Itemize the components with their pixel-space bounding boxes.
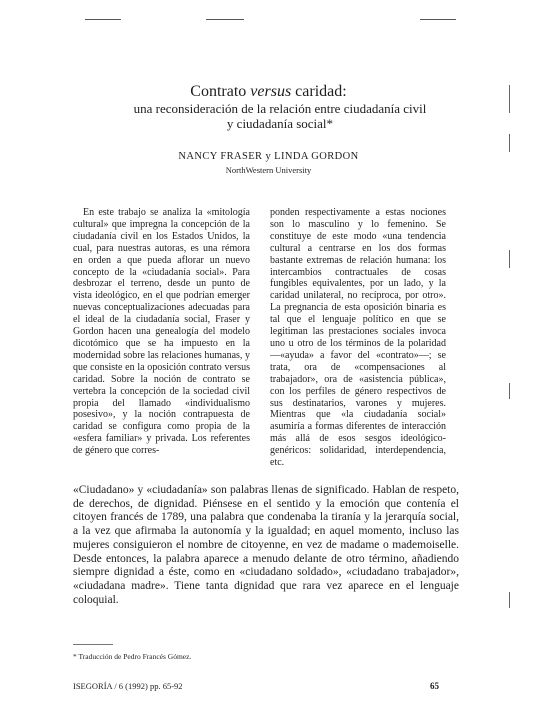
title-main-italic: versus: [250, 83, 292, 100]
subtitle-line-1: una reconsideración de la relación entre ciudadanía civil: [133, 101, 427, 116]
subtitle-line-2: y ciudadanía social*: [226, 116, 334, 131]
abstract-left-column: [73, 207, 250, 477]
page-number: 65: [430, 681, 439, 691]
margin-mark: [509, 383, 510, 399]
body-text: [73, 484, 459, 607]
top-rule-right: [420, 19, 456, 20]
margin-mark: [509, 592, 510, 608]
article-title: [0, 83, 537, 101]
body-paragraph: «Ciudadano» y «ciudadanía» son palabras llenas de significado. Hablan de respeto, de derechos, de dignidad. Piénsese en el sentido y la emoción que contenía el citoyen francés de 1789, una palabra que condenaba la tiranía y la jerarquía social, a la vez que afirmaba la autonomía y la igualdad; en aquel momento, incluso las mujeres consiguieron el nombre de citoyenne, en vez de madame o mademoiselle. Desde entonces, la palabra aparece a menudo delante de otro término, añadiendo siempre dignidad a éste, como en «ciudadano soldado», «ciudadano trabajador», «ciudadana madre». Tiene tanta dignidad que rara vez aparece en el lenguaje coloquial.: [73, 484, 459, 606]
article-subtitle: [60, 101, 500, 131]
top-rule-center: [206, 19, 244, 20]
footnote: * Traducción de Pedro Francés Gómez.: [73, 652, 192, 661]
margin-mark: [509, 250, 510, 268]
footnote-rule: [73, 644, 113, 645]
abstract-right-column: [270, 207, 446, 477]
title-main-before: Contrato: [190, 83, 251, 100]
abstract-left-text: En este trabajo se analiza la «mitología cultural» que impregna la concepción de la ciudadanía civil en los Estados Unidos, la cual, para nuestras autoras, es una rémora en orden a que pueda aflorar un nuevo concepto de la «ciudadanía social». Para desbrozar el terreno, desde un punto de vista ideológico, en el que podrían emerger nuevas conceptualizaciones adecuadas para el ideal de la ciudadanía social, Fraser y Gordon hacen una genealogía del modelo dicotómico que se ha impuesto en la modernidad sobre las relaciones humanas, y que consiste en la oposición contrato versus caridad. Sobre la noción de contrato se vertebra la concepción de la sociedad civil propia del llamado «individualismo posesivo», y la noción contrapuesta de caridad se configura como propia de la «esfera familiar» y privada. Los referentes de género que corres-: [73, 207, 250, 457]
authors: NANCY FRASER y LINDA GORDON: [178, 151, 359, 162]
journal-citation: ISEGORÍA / 6 (1992) pp. 65-92: [73, 681, 183, 691]
affiliation: NorthWestern University: [225, 165, 312, 175]
margin-mark: [509, 134, 510, 152]
top-rule-left: [85, 19, 121, 20]
title-main-after: caridad:: [291, 83, 347, 100]
abstract-right-text: ponden respectivamente a estas nociones son lo masculino y lo femenino. Se constituye de este modo «una tendencia cultural a centrarse en los dos formas bastante extremas de relación humana: los intercambios contractuales de cosas fungibles equivalentes, por un lado, y la caridad unilateral, no recíproca, por otro». La pregnancia de esta oposición binaria es tal que el lenguaje político en que se legitiman las prestaciones sociales invoca uno u otro de los términos de la polaridad —«ayuda» a favor del «contrato»—; se trata, ora de «compensaciones al trabajador», ora de «asistencia pública», con los perfiles de género respectivos de sus destinatarios, varones y mujeres. Mientras que «la ciudadanía social» asumiría a formas diferentes de interacción más allá de esos sesgos ideológico-genéricos: solidaridad, interdependencia, etc.: [270, 207, 446, 469]
